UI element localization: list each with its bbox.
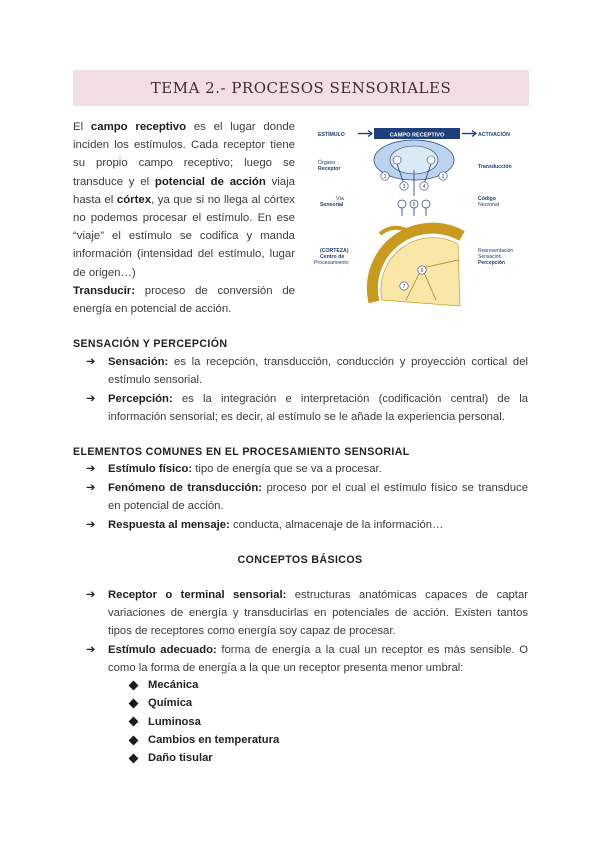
- item-label: Fenómeno de transducción:: [108, 482, 262, 494]
- energy-types-list: [128, 676, 279, 767]
- label-transduccion: Transducción: [478, 164, 512, 170]
- item-text: es la integración e interpretación (codificación central) de la información sensorial; es decir, al estímulo se le añade la experiencia personal.: [108, 393, 528, 423]
- label-via: Vía: [336, 196, 344, 202]
- label-procesamiento: Procesamiento: [314, 260, 349, 266]
- step-number: 6: [420, 268, 424, 275]
- item-label: Estímulo adecuado:: [108, 644, 217, 656]
- intro-text-run: , ya que si no llega al córtex no podemos procesar el estímulo. En ese “viaje” el estímulo se codifica y manda información (intensidad del estímulo, lugar de origen…): [73, 193, 296, 279]
- label-corteza: (CORTEZA): [320, 248, 349, 254]
- label-campo-receptivo: CAMPO RECEPTIVO: [389, 132, 445, 139]
- energy-type-label: Química: [148, 697, 193, 710]
- list-conceptos-basicos: [86, 586, 528, 678]
- label-sensorial: Sensorial: [320, 202, 344, 208]
- term-transducir: Transducir:: [73, 284, 136, 297]
- diamond-bullet-icon: [129, 698, 139, 708]
- intro-text: [73, 118, 295, 318]
- diamond-bullet-icon: [129, 753, 139, 763]
- label-organo: Órgano: [318, 160, 336, 166]
- diamond-bullet-icon: [129, 717, 139, 727]
- intro-text-run: viaja hasta el: [73, 175, 296, 206]
- energy-type-item: [128, 676, 279, 694]
- section-heading-conceptos-basicos: CONCEPTOS BÁSICOS: [237, 554, 363, 566]
- list-item: [86, 353, 528, 389]
- intro-text-run: es el lugar donde inciden los estímulos. Cada receptor tiene su propio campo receptivo; luego se transduce y el: [73, 121, 296, 188]
- energy-type-item: [128, 694, 279, 712]
- item-label: Estímulo físico:: [108, 463, 193, 475]
- item-label: Receptor o terminal sensorial:: [108, 589, 287, 601]
- label-representacion: Representación: [478, 248, 514, 254]
- item-text: tipo de energía que se va a procesar.: [192, 463, 382, 475]
- item-text: proceso por el cual el estímulo físico se transduce en potencial de acción.: [108, 482, 528, 512]
- term-potencial-accion: potencial de acción: [154, 175, 266, 188]
- list-item: [86, 516, 528, 534]
- list-elementos-comunes: [86, 460, 528, 535]
- energy-type-item: [128, 749, 279, 767]
- section-heading-elementos-comunes: ELEMENTOS COMUNES EN EL PROCESAMIENTO SENSORIAL: [73, 446, 410, 458]
- step-number: 2: [441, 174, 445, 181]
- definition-text: proceso de conversión de energía en potencial de acción.: [73, 284, 295, 316]
- energy-type-item: [128, 713, 279, 731]
- step-number: 5: [412, 202, 416, 209]
- arrow-bullet-icon: ➔: [86, 519, 96, 531]
- item-label: Respuesta al mensaje:: [108, 519, 230, 531]
- step-number: 1: [383, 174, 387, 181]
- label-codigo: Código: [478, 196, 496, 202]
- section-heading-sensacion-percepcion: SENSACIÓN Y PERCEPCIÓN: [73, 338, 228, 350]
- sensory-process-diagram: [310, 124, 530, 316]
- item-text: conducta, almacenaje de la información…: [229, 519, 444, 531]
- arrow-bullet-icon: ➔: [86, 589, 96, 601]
- receptor-cell-icon: [427, 156, 435, 164]
- label-activacion: ACTIVACIÓN: [478, 132, 510, 138]
- item-label: Percepción:: [108, 393, 173, 405]
- step-number: 3: [402, 184, 406, 191]
- step-number: 4: [422, 184, 426, 191]
- receptor-cell-icon: [393, 156, 401, 164]
- arrow-bullet-icon: ➔: [86, 356, 96, 368]
- item-text: estructuras anatómicas capaces de captar variaciones de energía y transducirlas en potenciales de acción. Existen tantos tipos de receptores como energía soy capaz de procesar.: [108, 589, 528, 637]
- page-title: TEMA 2.- PROCESOS SENSORIALES: [150, 79, 452, 97]
- label-receptor: Receptor: [318, 166, 341, 172]
- label-estimulo: ESTÍMULO: [318, 132, 345, 138]
- item-text: forma de energía a la cual un receptor es más sensible. O como la forma de energía a la que un receptor presenta menor umbral:: [108, 644, 529, 674]
- list-item: [86, 390, 528, 426]
- label-neuronal: Neuronal: [478, 202, 500, 208]
- list-item: [86, 479, 528, 515]
- energy-type-label: Mecánica: [148, 679, 199, 691]
- energy-type-label: Cambios en temperatura: [148, 733, 280, 746]
- energy-type-label: Daño tisular: [148, 752, 213, 765]
- intro-paragraph: [73, 118, 295, 282]
- item-label: Sensación:: [108, 356, 169, 368]
- neuron-icon: [398, 200, 406, 208]
- arrow-bullet-icon: ➔: [86, 482, 96, 494]
- label-sensacion: Sensación: [478, 254, 502, 260]
- axon-path: [402, 208, 426, 216]
- list-sensacion-percepcion: [86, 353, 528, 427]
- list-item: [86, 460, 528, 478]
- neuron-icon: [422, 200, 430, 208]
- list-item: [86, 586, 528, 640]
- label-percepcion: Percepción: [478, 260, 505, 266]
- diamond-bullet-icon: [129, 735, 139, 745]
- step-number: 7: [402, 284, 406, 291]
- term-campo-receptivo: campo receptivo: [90, 121, 187, 133]
- list-item: [86, 641, 528, 677]
- label-centro: Centro de: [320, 254, 345, 260]
- energy-type-item: [128, 731, 279, 749]
- title-band: [73, 70, 529, 106]
- item-text: es la recepción, transducción, conducción y proyección cortical del estímulo sensorial.: [108, 356, 528, 386]
- intro-text-run: El: [73, 121, 91, 133]
- diamond-bullet-icon: [129, 680, 139, 690]
- arrow-bullet-icon: ➔: [86, 463, 96, 475]
- energy-type-label: Luminosa: [148, 715, 201, 728]
- intro-definition: [73, 282, 295, 318]
- term-cortex: córtex: [116, 193, 152, 206]
- arrow-bullet-icon: ➔: [86, 644, 96, 656]
- arrow-bullet-icon: ➔: [86, 393, 96, 405]
